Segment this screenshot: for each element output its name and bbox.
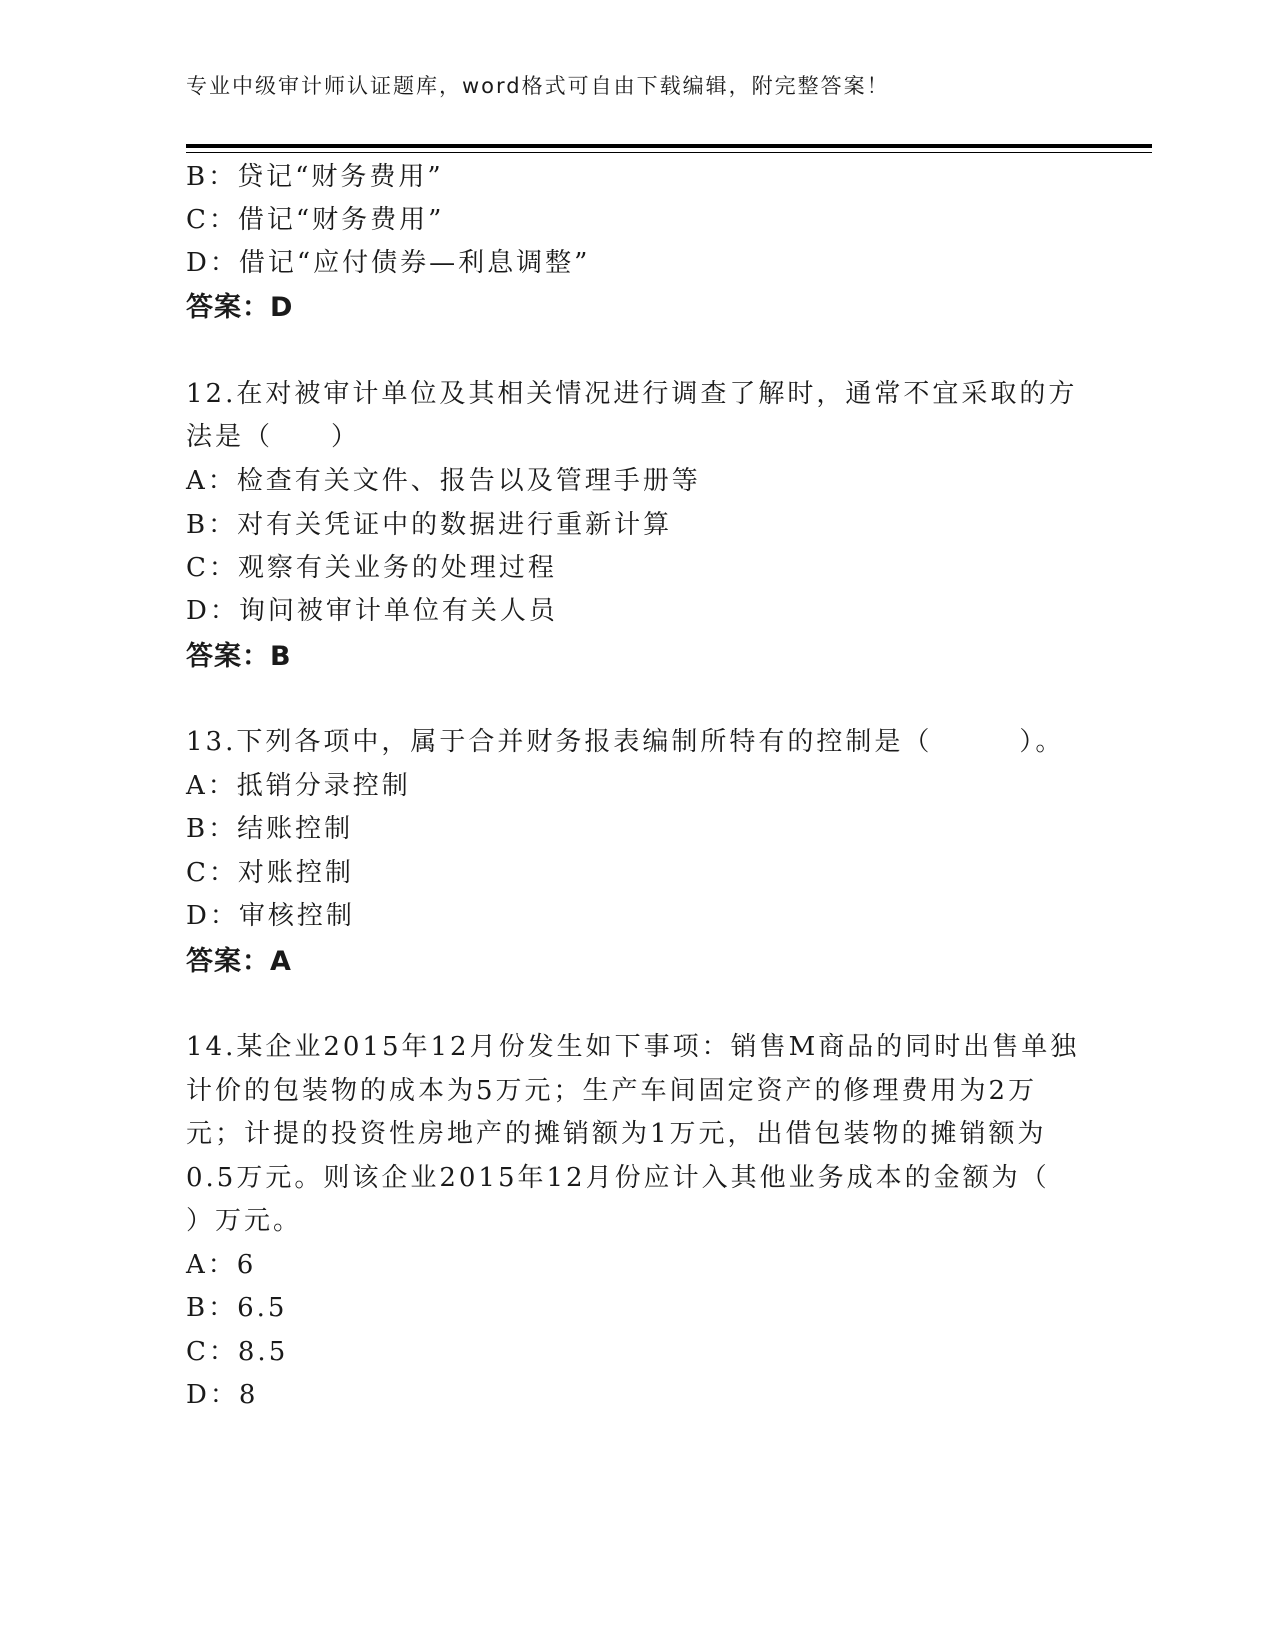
q14-option-a: A：6: [186, 1250, 257, 1280]
q12-stem-line-2: 法是（ ）: [186, 422, 361, 452]
q13-option-a: A：抵销分录控制: [186, 771, 411, 801]
q12-option-a: A：检查有关文件、报告以及管理手册等: [186, 466, 701, 496]
q13-option-c: C：对账控制: [186, 858, 354, 888]
q14-option-b: B：6.5: [186, 1293, 288, 1323]
q13-stem-line-1: 13.下列各项中，属于合并财务报表编制所特有的控制是（ ）。: [186, 727, 1065, 757]
header-rule-thick: [186, 144, 1152, 148]
q14-stem-line-3: 元；计提的投资性房地产的摊销额为1万元，出借包装物的摊销额为: [186, 1119, 1047, 1149]
q12-option-c: C：观察有关业务的处理过程: [186, 553, 557, 583]
q11-answer: 答案：D: [186, 292, 294, 323]
q11-option-c: C：借记“财务费用”: [186, 205, 445, 235]
q14-stem-line-5: ）万元。: [186, 1206, 303, 1236]
q14-stem-line-2: 计价的包装物的成本为5万元；生产车间固定资产的修理费用为2万: [186, 1076, 1038, 1106]
q11-option-b: B：贷记“财务费用”: [186, 162, 444, 192]
header-rule-thin: [186, 152, 1152, 153]
q11-option-d: D：借记“应付债券—利息调整”: [186, 248, 591, 278]
q14-stem-line-4: 0.5万元。则该企业2015年12月份应计入其他业务成本的金额为（: [186, 1163, 1050, 1193]
q12-option-b: B：对有关凭证中的数据进行重新计算: [186, 510, 673, 540]
q14-stem-line-1: 14.某企业2015年12月份发生如下事项：销售M商品的同时出售单独: [186, 1032, 1080, 1062]
q12-answer: 答案：B: [186, 641, 292, 672]
q14-option-d: D：8: [186, 1380, 259, 1410]
q13-answer: 答案：A: [186, 946, 292, 977]
q12-stem-line-1: 12.在对被审计单位及其相关情况进行调查了解时，通常不宜采取的方: [186, 379, 1078, 409]
q13-option-b: B：结账控制: [186, 814, 354, 844]
q13-option-d: D：审核控制: [186, 901, 355, 931]
q12-option-d: D：询问被审计单位有关人员: [186, 596, 558, 626]
page-header: 专业中级审计师认证题库，word格式可自由下载编辑，附完整答案！: [186, 74, 890, 98]
q14-option-c: C：8.5: [186, 1337, 289, 1367]
